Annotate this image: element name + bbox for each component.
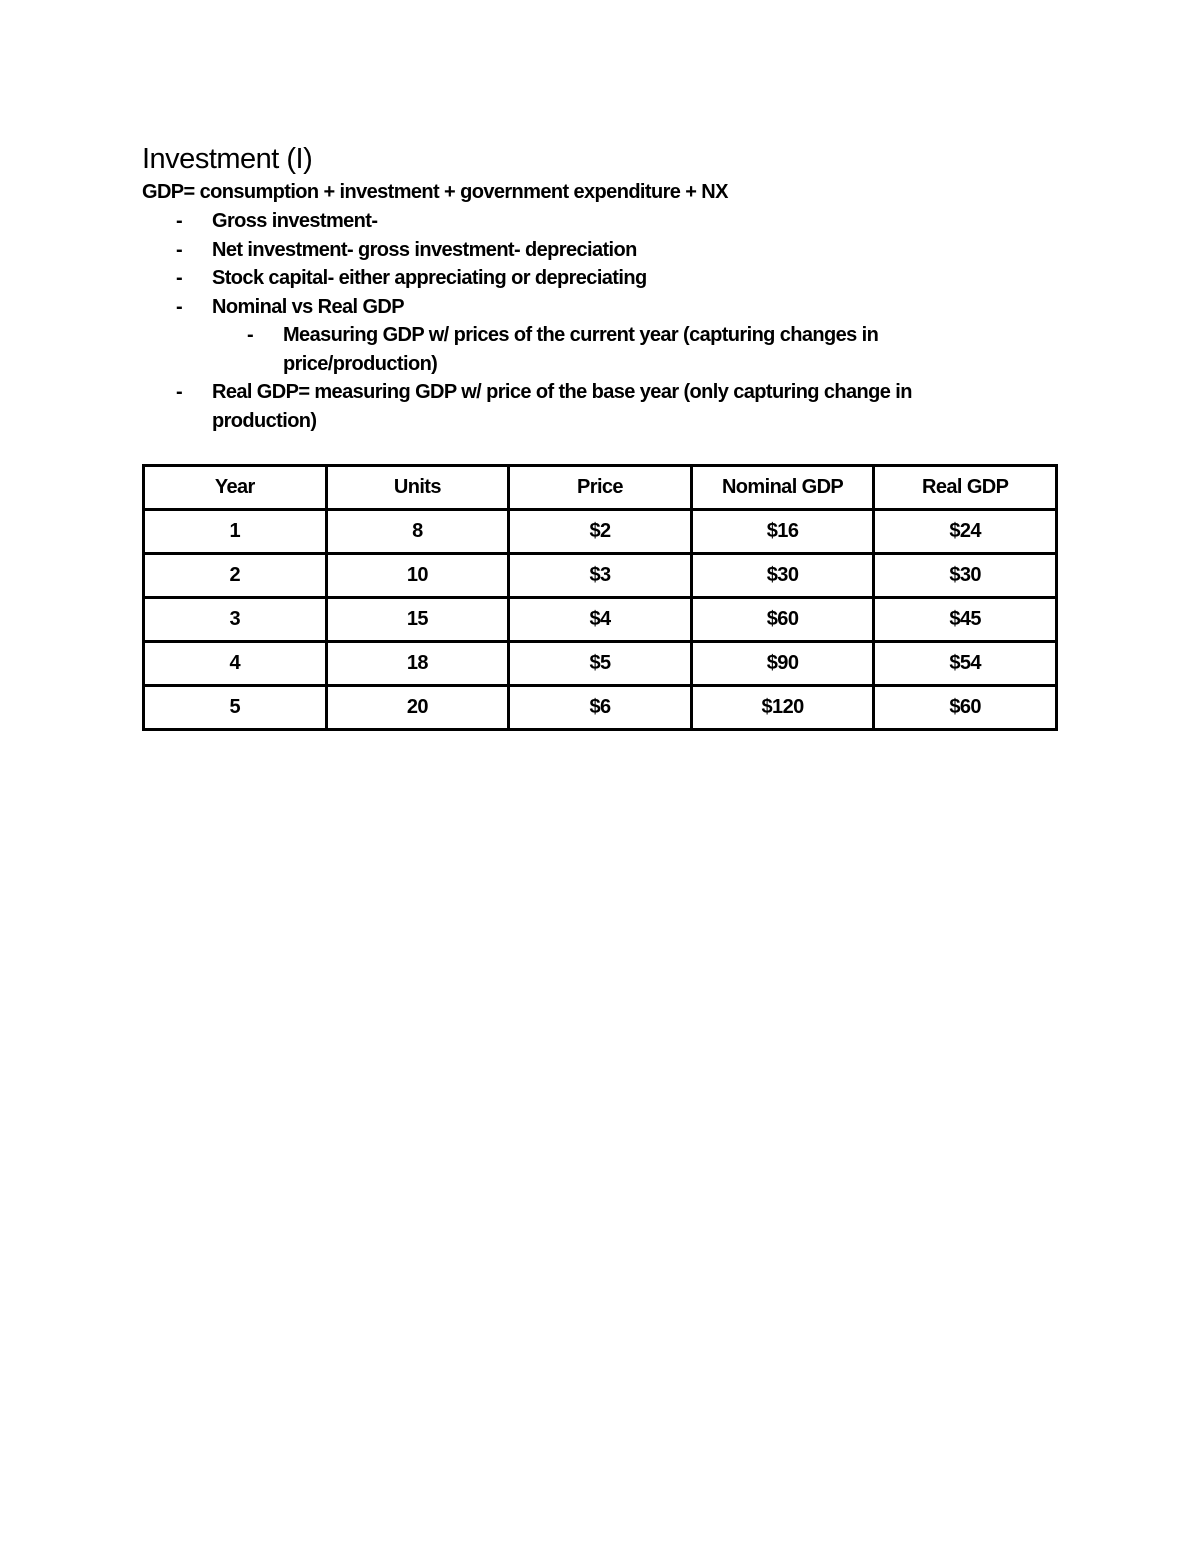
dash-marker: -	[176, 238, 183, 261]
table-cell: $120	[691, 686, 874, 730]
table-cell: $54	[874, 642, 1057, 686]
list-item-text: Real GDP= measuring GDP w/ price of the base year (only capturing change in production)	[212, 381, 912, 432]
column-header-nominal-gdp: Nominal GDP	[691, 466, 874, 510]
table-row	[144, 642, 1057, 686]
table-row	[144, 598, 1057, 642]
list-item-text: Gross investment-	[212, 210, 378, 232]
sub-list-item	[142, 321, 1058, 378]
table-row	[144, 554, 1057, 598]
list-item	[142, 236, 1058, 265]
dash-marker: -	[176, 267, 183, 289]
list-item-text: Net investment- gross investment- depreciation	[212, 238, 637, 261]
gdp-formula: GDP= consumption + investment + government expenditure + NX	[142, 181, 728, 203]
page-title: Investment (I)	[142, 143, 313, 175]
table-cell: $2	[509, 510, 692, 554]
dash-marker: -	[176, 210, 183, 232]
list-item	[142, 378, 1058, 435]
table-cell: $5	[509, 642, 692, 686]
table-cell: 1	[144, 510, 327, 554]
column-header-real-gdp: Real GDP	[874, 466, 1057, 510]
table-cell: $6	[509, 686, 692, 730]
list-item-text: Nominal vs Real GDP	[212, 295, 404, 318]
table-cell: 2	[144, 554, 327, 598]
table-cell: 15	[326, 598, 509, 642]
table-cell: 8	[326, 510, 509, 554]
column-header-price: Price	[509, 466, 692, 510]
table-cell: 3	[144, 598, 327, 642]
table-cell: $30	[691, 554, 874, 598]
table-row	[144, 510, 1057, 554]
list-item-text: Measuring GDP w/ prices of the current year (capturing changes in price/production)	[283, 324, 879, 375]
table-cell: 5	[144, 686, 327, 730]
dash-marker: -	[176, 295, 183, 318]
table-cell: 4	[144, 642, 327, 686]
bullet-list	[142, 207, 1058, 435]
table-cell: $90	[691, 642, 874, 686]
dash-marker: -	[247, 324, 254, 346]
table-row	[144, 686, 1057, 730]
table-cell: $24	[874, 510, 1057, 554]
column-header-units: Units	[326, 466, 509, 510]
list-item-text: Stock capital- either appreciating or depreciating	[212, 267, 647, 289]
dash-marker: -	[176, 381, 183, 403]
document-page	[142, 140, 1058, 718]
table-cell: 10	[326, 554, 509, 598]
table-cell: 18	[326, 642, 509, 686]
list-item	[142, 207, 1058, 236]
table-cell: $60	[691, 598, 874, 642]
table-header-row	[144, 466, 1057, 510]
column-header-year: Year	[144, 466, 327, 510]
table-cell: $30	[874, 554, 1057, 598]
table-cell: 20	[326, 686, 509, 730]
table-cell: $4	[509, 598, 692, 642]
list-item	[142, 293, 1058, 322]
table-cell: $45	[874, 598, 1057, 642]
list-item	[142, 264, 1058, 293]
table-cell: $3	[509, 554, 692, 598]
gdp-table	[142, 464, 1058, 731]
table-cell: $60	[874, 686, 1057, 730]
table-cell: $16	[691, 510, 874, 554]
